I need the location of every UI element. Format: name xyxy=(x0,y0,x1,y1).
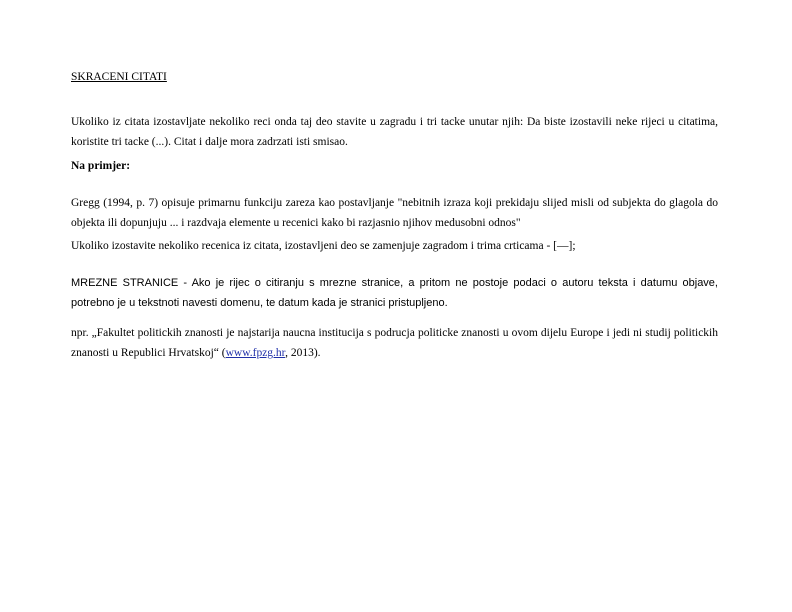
sentence-omission-note: Ukoliko izostavite nekoliko recenica iz citata, izostavljeni deo se zamenjuje zagradom i trima crticama - [—]; xyxy=(71,240,576,252)
example-label: Na primjer: xyxy=(71,160,131,172)
web-example-paragraph xyxy=(71,323,718,363)
section-heading: SKRACENI CITATI xyxy=(71,71,167,83)
web-pages-paragraph: MREZNE STRANICE - Ako je rijec o citiranju s mrezne stranice, a pritom ne postoje podaci o autoru teksta i datumu objave, potrebno je u tekstnoti navesti domenu, te datum kada je stranici pristupljeno. xyxy=(71,277,718,309)
intro-paragraph: Ukoliko iz citata izostavljate nekoliko reci onda taj deo stavite u zagradu i tri tacke unutar njih: Da biste izostavili neke rijeci u citatima, koristite tri tacke (...). Citat i dalje mora zadrzati isti smisao. xyxy=(71,116,718,148)
website-link[interactable]: www.fpzg.hr xyxy=(225,347,286,359)
web-example-text: npr. „Fakultet politickih znanosti je najstarija naucna institucija s podrucja politicke znanosti u ovom dijelu Europe i jedi ni studij politickih znanosti u Republici Hrvatskoj“ ( xyxy=(71,327,718,359)
example-quote-paragraph: Gregg (1994, p. 7) opisuje primarnu funkciju zareza kao postavljanje "nebitnih izraza koji prekidaju slijed misli od subjekta do glagola do objekta ili dopunjuju ... i razdvaja elemente u recenici kako bi razjasnio njihov medusobni odnos" xyxy=(71,197,718,229)
web-example-suffix: , 2013). xyxy=(285,347,321,359)
